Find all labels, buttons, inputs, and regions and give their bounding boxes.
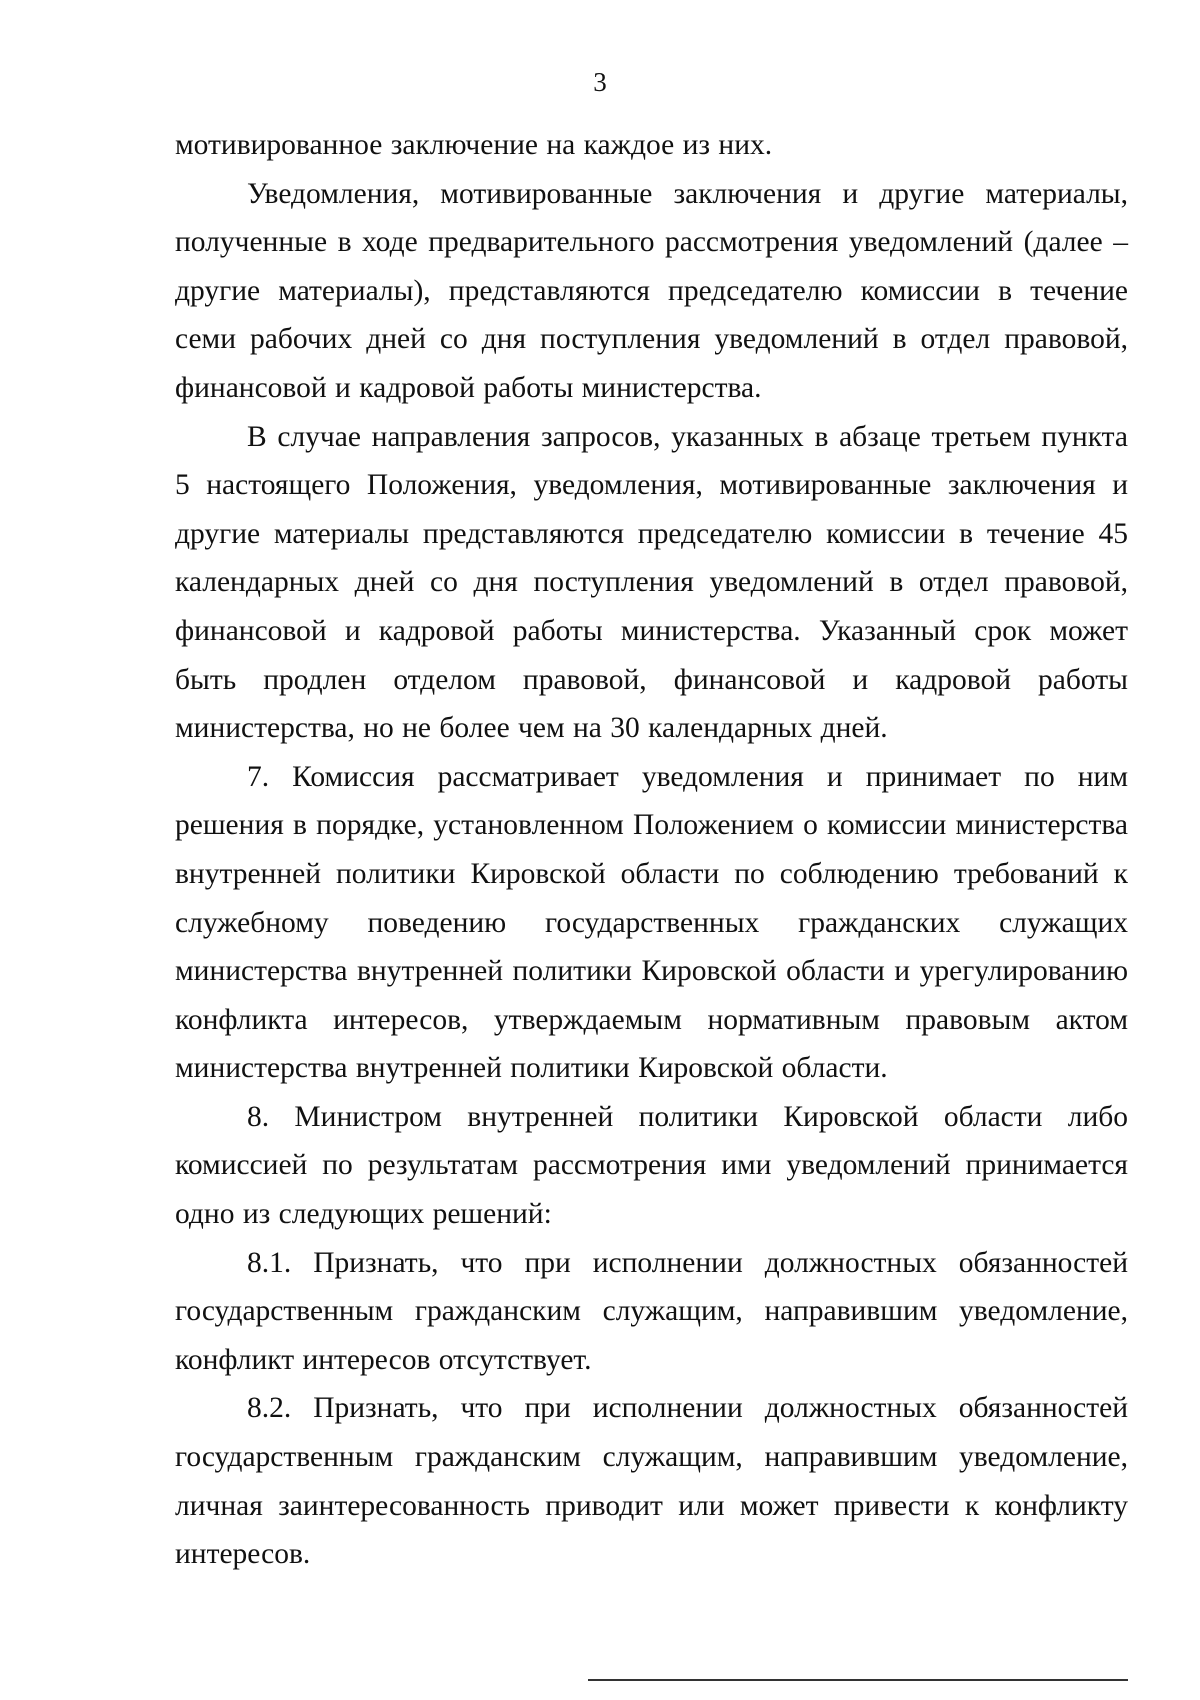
page-number: 3 bbox=[593, 67, 607, 97]
paragraph-item-7: 7. Комиссия рассматривает уведомления и принимает по ним решения в порядке, установленном Положением о комиссии министерства внутренней политики Кировской области по соблюдению требований к служебному поведению государственных гражданских служащих министерства внутренней политики Кировской области и урегулированию конфликта интересов, утверждаемым нормативным правовым актом министерства внутренней политики Кировской области. bbox=[175, 760, 1128, 1085]
paragraph-item-8-2: 8.2. Признать, что при исполнении должностных обязанностей государственным гражданским служащим, направившим уведомление, личная заинтересованность приводит или может привести к конфликту интересов. bbox=[175, 1392, 1128, 1571]
paragraph-requests-deadline: В случае направления запросов, указанных в абзаце третьем пункта 5 настоящего Положения, уведомления, мотивированные заключения и другие материалы представляются председателю комиссии в течение 45 календарных дней со дня поступления уведомлений в отдел правовой, финансовой и кадровой работы министерства. Указанный срок может быть продлен отделом правовой, финансовой и кадровой работы министерства, но не более чем на 30 календарных дней. bbox=[175, 420, 1128, 745]
paragraph-item-8: 8. Министром внутренней политики Кировской области либо комиссией по результатам рассмотрения ими уведомлений принимается одно из следующих решений: bbox=[175, 1100, 1128, 1231]
paragraph-item-8-1: 8.1. Признать, что при исполнении должностных обязанностей государственным гражданским служащим, направившим уведомление, конфликт интересов отсутствует. bbox=[175, 1246, 1128, 1376]
bottom-divider bbox=[588, 1679, 1128, 1681]
document-body bbox=[175, 121, 1128, 1579]
paragraph-continuation: мотивированное заключение на каждое из них. bbox=[175, 129, 773, 161]
paragraph-notifications-materials: Уведомления, мотивированные заключения и другие материалы, полученные в ходе предварительного рассмотрения уведомлений (далее – другие материалы), представляются председателю комиссии в течение семи рабочих дней со дня поступления уведомлений в отдел правовой, финансовой и кадровой работы министерства. bbox=[175, 177, 1128, 404]
